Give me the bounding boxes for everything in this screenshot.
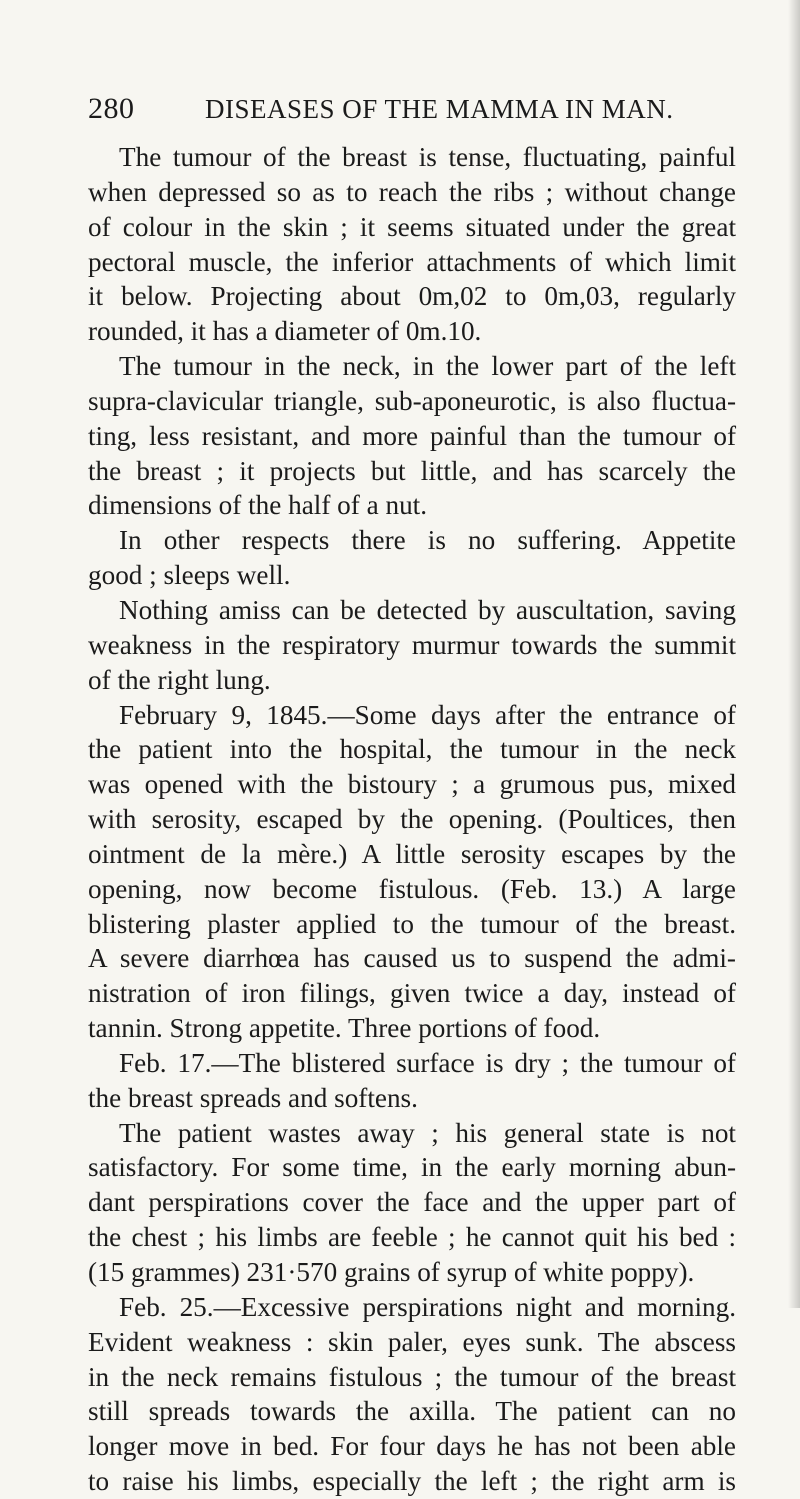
text-line: the chest ; his limbs are feeble ; he cannot quit his bed : <box>88 1222 736 1253</box>
text-line: opening, now become fistulous. (Feb. 13.) A large <box>88 873 736 904</box>
text-line: of the right lung. <box>88 664 271 695</box>
text-line: ointment de la mère.) A little serosity escapes by the <box>88 838 736 869</box>
text-line: was opened with the bistoury ; a grumous pus, mixed <box>88 769 736 800</box>
text-line: satisfactory. For some time, in the early morning abun- <box>88 1152 736 1183</box>
text-line: good ; sleeps well. <box>88 560 291 591</box>
page-edge-shadow <box>788 0 800 1308</box>
text-line: The tumour in the neck, in the lower part of the left <box>119 351 736 382</box>
text-line: Evident weakness : skin paler, eyes sunk. The abscess <box>88 1326 736 1357</box>
text-line: it below. Projecting about 0m,02 to 0m,03, regularly <box>88 281 736 312</box>
text-line: nistration of iron filings, given twice a day, instead of <box>88 978 736 1009</box>
text-line: blistering plaster applied to the tumour of the breast. <box>88 908 736 939</box>
text-line: weakness in the respiratory murmur towards the summit <box>88 629 736 660</box>
running-head: DISEASES OF THE MAMMA IN MAN. <box>205 94 674 124</box>
text-line: February 9, 1845.—Some days after the entrance of <box>119 699 736 730</box>
text-line: in the neck remains fistulous ; the tumour of the breast <box>88 1361 736 1392</box>
text-line: still spreads towards the axilla. The patient can no <box>88 1396 736 1427</box>
page-number: 280 <box>88 92 135 125</box>
text-line: (15 grammes) 231·570 grains of syrup of white poppy). <box>88 1257 695 1287</box>
text-line: Feb. 25.—Excessive perspirations night and morning. <box>119 1291 736 1322</box>
text-line: the breast ; it projects but little, and has scarcely the <box>88 455 736 486</box>
text-line: when depressed so as to reach the ribs ; without change <box>88 176 736 207</box>
text-line: longer move in bed. For four days he has not been able <box>88 1431 736 1462</box>
text-line: In other respects there is no suffering. Appetite <box>119 525 736 556</box>
text-line: ting, less resistant, and more painful than the tumour of <box>88 420 736 451</box>
page-header <box>88 92 728 128</box>
text-line: A severe diarrhœa has caused us to suspend the admi- <box>88 943 736 974</box>
text-line: of colour in the skin ; it seems situated under the great <box>88 211 736 242</box>
text-line: The patient wastes away ; his general state is not <box>119 1117 736 1148</box>
text-line: with serosity, escaped by the opening. (Poultices, then <box>88 804 736 835</box>
text-line: Feb. 17.—The blistered surface is dry ; the tumour of <box>119 1047 736 1078</box>
text-line: The tumour of the breast is tense, fluctuating, painful <box>119 142 736 172</box>
text-line: the breast spreads and softens. <box>88 1082 418 1113</box>
text-line: supra-clavicular triangle, sub-aponeurotic, is also fluctua- <box>88 385 736 416</box>
text-line: the patient into the hospital, the tumour in the neck <box>88 734 736 765</box>
text-line: tannin. Strong appetite. Three portions of food. <box>88 1013 601 1044</box>
text-line: pectoral muscle, the inferior attachments of which limit <box>88 246 736 277</box>
text-line: to raise his limbs, especially the left ; the right arm is <box>88 1466 736 1497</box>
body-text <box>88 140 736 1499</box>
text-line: Nothing amiss can be detected by auscultation, saving <box>119 594 736 625</box>
text-line: dant perspirations cover the face and the upper part of <box>88 1187 736 1218</box>
text-line: dimensions of the half of a nut. <box>88 490 428 521</box>
text-line: rounded, it has a diameter of 0m.10. <box>88 316 482 347</box>
